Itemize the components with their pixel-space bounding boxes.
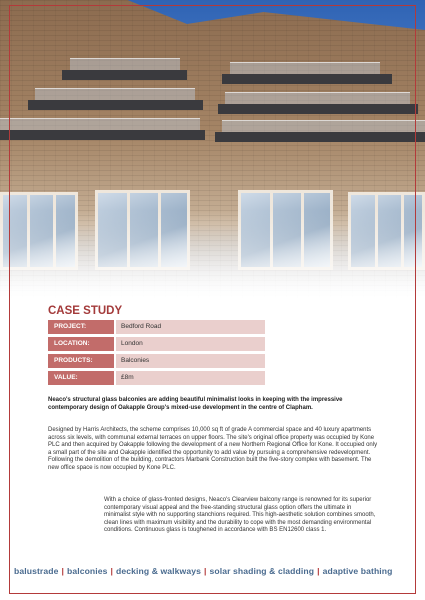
info-row-value	[48, 371, 265, 385]
footer-separator: |	[110, 566, 114, 576]
footer-separator: |	[317, 566, 320, 576]
info-value: Bedford Road	[116, 320, 265, 334]
body-paragraph-2: With a choice of glass-fronted designs, Neaco's Clearview balcony range is renowned for its superior contemporary visual appeal and the free-standing structural glass option offers the ultimate in minimalist style with no supporting stanchions required. This high-aesthetic solution combines smooth, clean lines with maximum visibility and the durability to cope with the most demanding environmental conditions. Continuous glass is toughened in accordance with BS EN12600 class 1.	[104, 497, 376, 534]
info-label: VALUE:	[48, 371, 114, 385]
body-paragraph-1: Designed by Harris Architects, the scheme comprises 10,000 sq ft of grade A commercial space and 40 luxury apartments across six levels, with communal external terraces on upper floors. The site's original office property was occupied by Kone PLC and then acquired by Oakapple following the development of a new Northern Regional Office for Kone. It occupied only a small part of the site and Oakapple identified the opportunity to add value by pursuing a comprehensive redevelopment. Following the demolition of the building, contractors Marbank Construction built the five-story complex with basement. The new office space is now occupied by Kone PLC.	[48, 427, 378, 471]
info-row-products	[48, 354, 265, 368]
info-row-location	[48, 337, 265, 351]
footer-item-balustrade[interactable]: balustrade	[14, 566, 59, 576]
footer-item-solar-shading-cladding[interactable]: solar shading & cladding	[209, 566, 315, 576]
info-row-project	[48, 320, 265, 334]
intro-paragraph: Neaco's structural glass balconies are adding beautiful minimalist looks in keeping with the impressive contemporary design of Oakapple Group's mixed-use development in the centre of Clapham.	[48, 397, 343, 411]
project-info-table	[48, 320, 265, 388]
footer-item-balconies[interactable]: balconies	[66, 566, 108, 576]
footer-separator: |	[61, 566, 64, 576]
info-label: PRODUCTS:	[48, 354, 114, 368]
info-label: LOCATION:	[48, 337, 114, 351]
info-value: London	[116, 337, 265, 351]
info-value: £8m	[116, 371, 265, 385]
footer-product-nav	[14, 566, 414, 576]
footer-item-adaptive-bathing[interactable]: adaptive bathing	[322, 566, 393, 576]
info-value: Balconies	[116, 354, 265, 368]
info-label: PROJECT:	[48, 320, 114, 334]
case-study-title: CASE STUDY	[48, 305, 123, 317]
footer-item-decking-walkways[interactable]: decking & walkways	[116, 566, 201, 576]
footer-separator: |	[203, 566, 207, 576]
